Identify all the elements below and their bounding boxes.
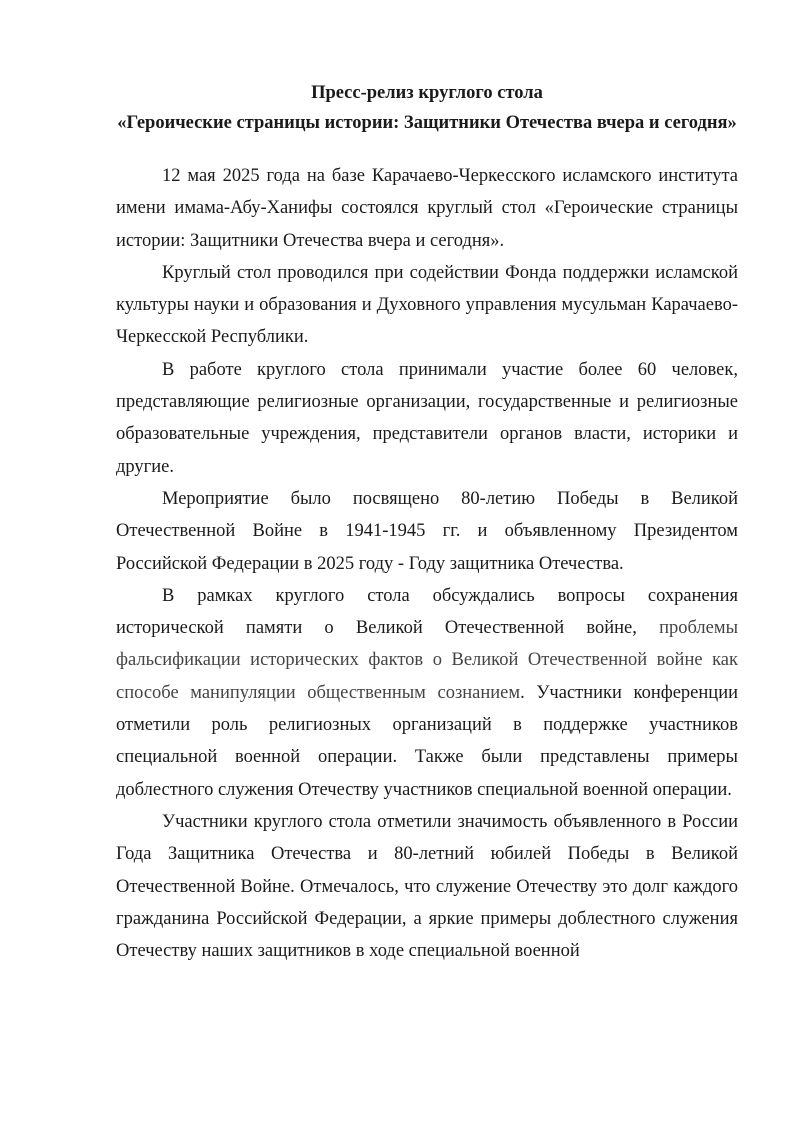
paragraph-topics — [116, 580, 738, 806]
title-line-2: «Героические страницы истории: Защитники Отечества вчера и сегодня» — [117, 113, 737, 133]
topics-part-2: проблемы фальсификации исторических фактов о Великой Отечественной войне как способе манипуляции общественным сознанием — [116, 618, 738, 703]
topics-part-3: . Участники конференции отметили роль религиозных организаций в поддержке участников специальной военной операции. Также были представлены примеры доблестного служения Отечеству участников специальной военной операции. — [116, 682, 738, 800]
paragraph-conclusion: Участники круглого стола отметили значимость объявленного в России Года Защитника Отечества и 80-летний юбилей Победы в Великой Отечественной Войне. Отмечалось, что служение Отечеству это долг каждого гражданина Российской Федерации, а яркие примеры доблестного служения Отечеству наших защитников в ходе специальной военной — [116, 811, 738, 962]
paragraph-support: Круглый стол проводился при содействии Фонда поддержки исламской культуры науки и образования и Духовного управления мусульман Карачаево-Черкесской Республики. — [116, 262, 738, 348]
topics-part-1: В рамках круглого стола обсуждались вопросы сохранения исторической памяти о Великой Отечественной войне, — [116, 585, 738, 639]
paragraph-dedication: Мероприятие было посвящено 80-летию Победы в Великой Отечественной Войне в 1941-1945 гг. и объявленному Президентом Российской Федерации в 2025 году - Году защитника Отечества. — [116, 488, 738, 574]
title-line-1: Пресс-релиз круглого стола — [311, 83, 543, 103]
page-title — [116, 78, 738, 138]
paragraph-participants: В работе круглого стола принимали участие более 60 человек, представляющие религиозные организации, государственные и религиозные образовательные учреждения, представители органов власти, историки и другие. — [116, 359, 738, 477]
paragraph-event-date: 12 мая 2025 года на базе Карачаево-Черкесского исламского института имени имама-Абу-Ханифы состоялся круглый стол «Героические страницы истории: Защитники Отечества вчера и сегодня». — [116, 166, 738, 251]
